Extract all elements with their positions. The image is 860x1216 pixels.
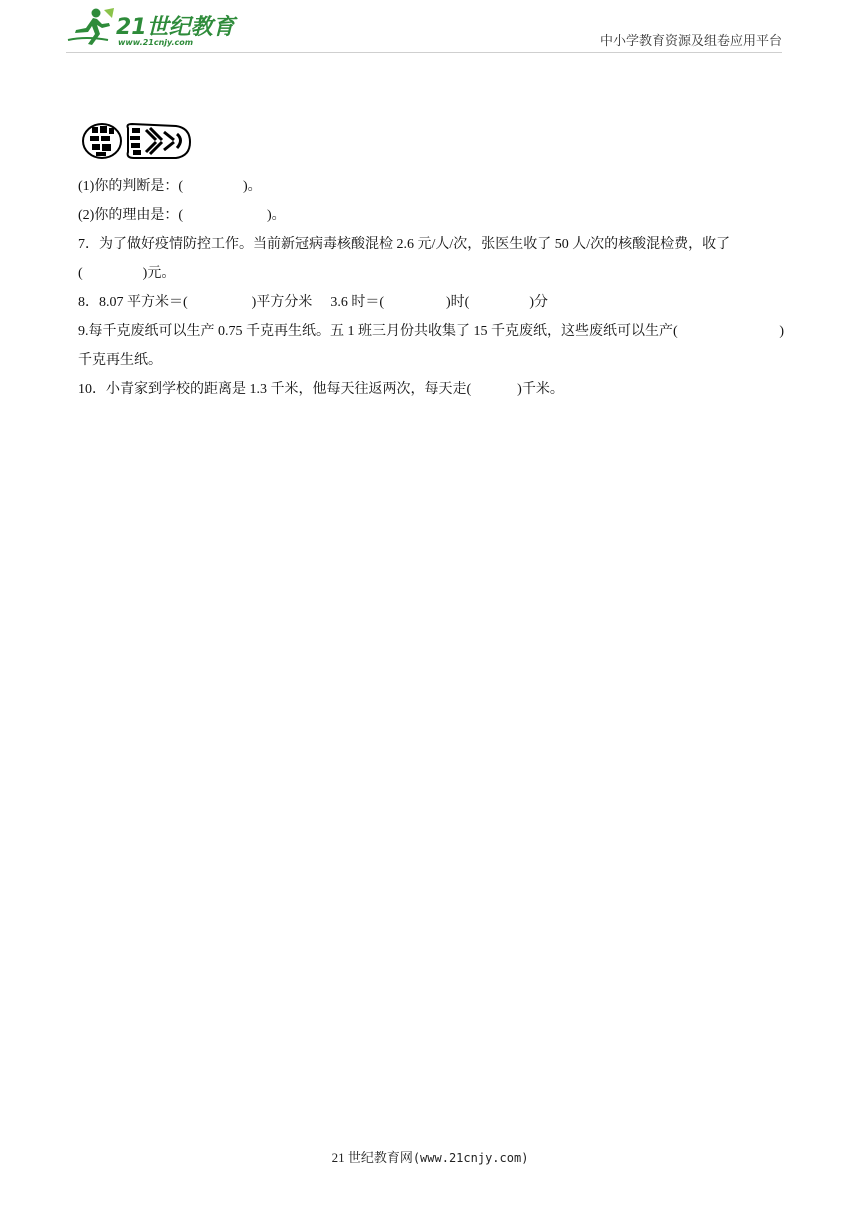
- q8-part5: )分: [529, 295, 549, 310]
- q7-blank-open: (: [78, 266, 83, 281]
- question-list: [78, 172, 784, 404]
- q9-line1: [78, 317, 784, 346]
- q10: [78, 375, 784, 404]
- q7-line2: [78, 259, 784, 288]
- platform-title: 中小学教育资源及组卷应用平台: [599, 34, 782, 49]
- q8-part4: )时(: [446, 295, 470, 310]
- q6-reason-suffix: )。: [267, 208, 286, 223]
- q9-blank-close: ): [779, 324, 784, 339]
- runner-logo-icon: [66, 6, 116, 48]
- q6-reason: [78, 201, 784, 230]
- logo-url: www.21cnjy.com: [118, 38, 194, 47]
- q9-unit: 千克再生纸。: [78, 353, 162, 368]
- q9-text: 9.每千克废纸可以生产 0.75 千克再生纸。五 1 班三月份共收集了 15 千克废纸，这些废纸可以生产(: [78, 324, 678, 339]
- q7-line1: [78, 230, 784, 259]
- q7-blank-close: )元。: [142, 266, 176, 281]
- q6-judgement-suffix: )。: [243, 179, 262, 194]
- q8-part3: 3.6 时＝(: [330, 295, 385, 310]
- footer-site-url[interactable]: (www.21cnjy.com): [412, 1151, 529, 1165]
- q8-part1: 8．8.07 平方米＝(: [78, 295, 188, 310]
- q10-text: 10．小青家到学校的距离是 1.3 千米，他每天往返两次，每天走(: [78, 382, 472, 397]
- q7-text: 7．为了做好疫情防控工作。当前新冠病毒核酸混检 2.6 元/人/次，张医生收了 50 人/次的核酸混检费，收了: [78, 237, 731, 252]
- header-divider: [66, 52, 782, 53]
- page-footer: [0, 1147, 860, 1166]
- site-logo[interactable]: [66, 6, 236, 48]
- q9-line2: [78, 346, 784, 375]
- q6-judgement: [78, 172, 784, 201]
- page-header: [0, 0, 860, 60]
- q10-suffix: )千米。: [517, 382, 564, 397]
- q8: [78, 288, 784, 317]
- q8-part2: )平方分米: [251, 295, 313, 310]
- logo-wordmark: 21世纪教育: [116, 15, 235, 40]
- footer-site-name: 21 世纪教育网: [331, 1150, 413, 1165]
- q6-reason-prefix: (2)你的理由是：(: [78, 208, 183, 223]
- q6-judgement-prefix: (1)你的判断是：(: [78, 179, 183, 194]
- footprint-image: [80, 120, 192, 162]
